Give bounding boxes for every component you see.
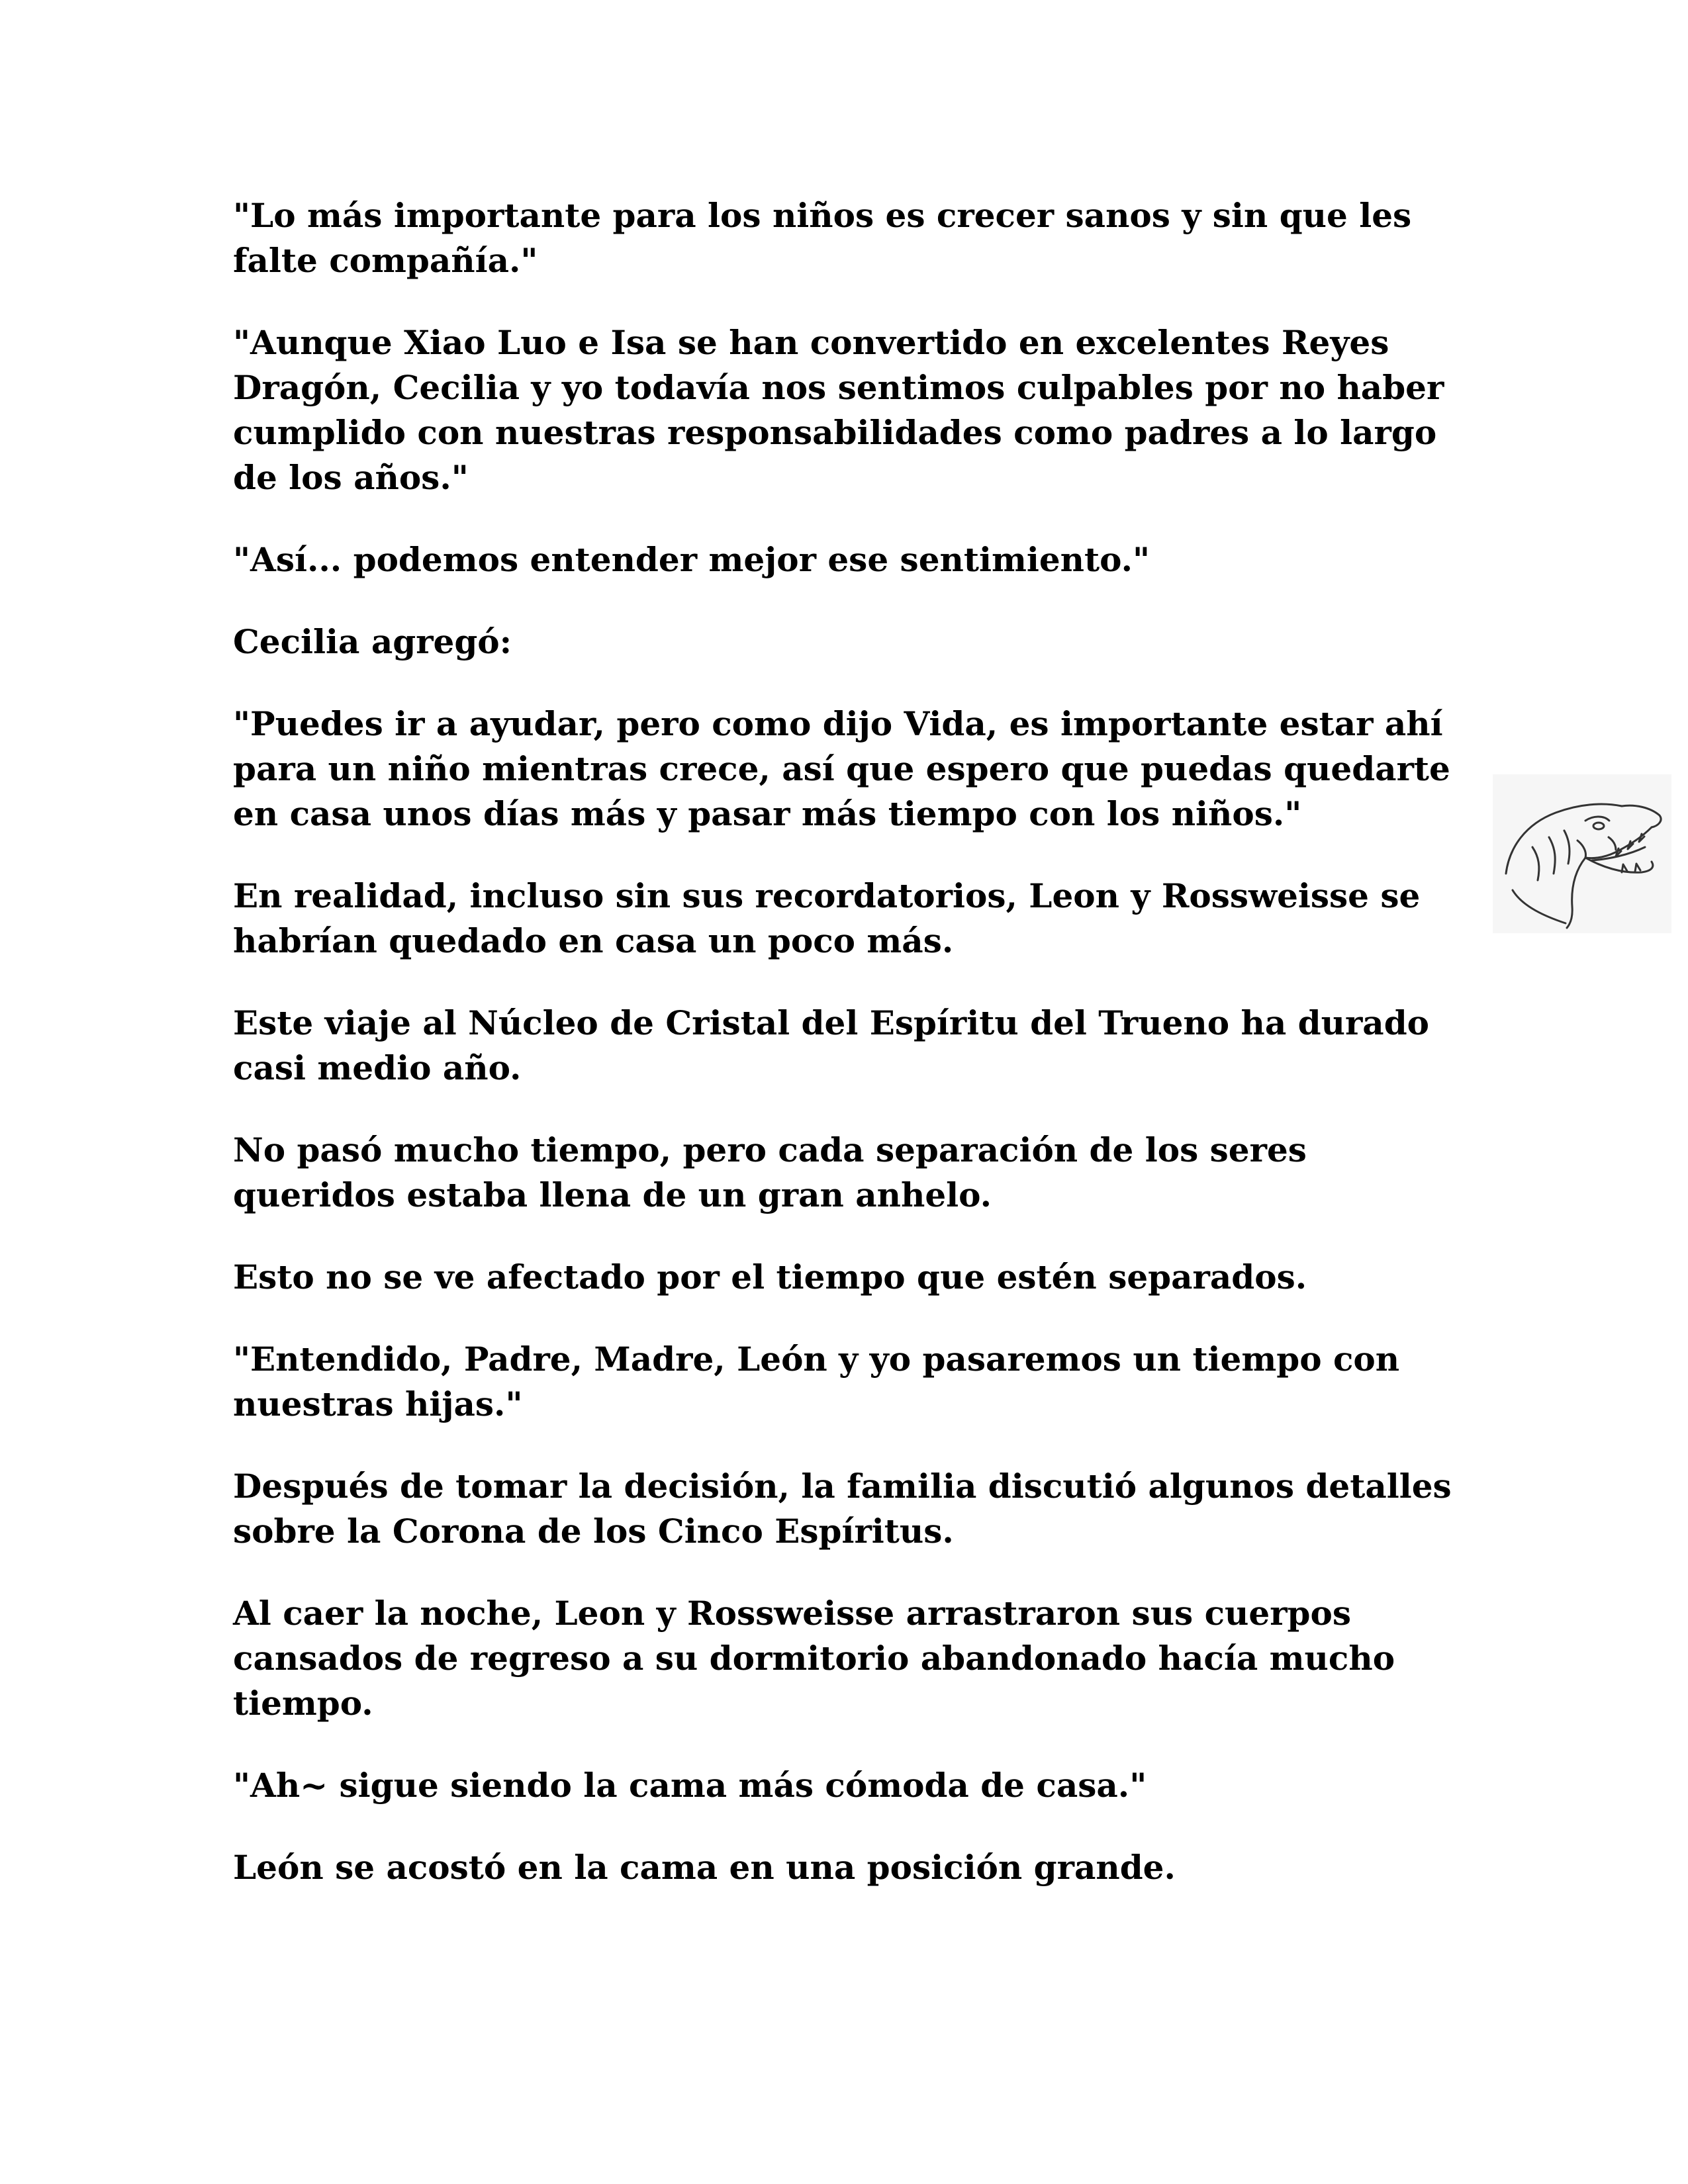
paragraph-2: "Aunque Xiao Luo e Isa se han convertido en excelentes Reyes Dragón, Cecilia y yo todavía nos sentimos culpables por no haber cumplido con nuestras responsabilidades como padres a lo largo de los años." <box>233 323 1444 497</box>
paragraph-6: En realidad, incluso sin sus recordatorios, Leon y Rossweisse se habrían quedado en casa un poco más. <box>233 876 1421 960</box>
paragraph-5: "Puedes ir a ayudar, pero como dijo Vida, es importante estar ahí para un niño mientras crece, así que espero que puedas quedarte en casa unos días más y pasar más tiempo con los niños." <box>233 704 1450 833</box>
dinosaur-head-sketch-icon <box>1493 774 1671 933</box>
paragraph-13: "Ah~ sigue siendo la cama más cómoda de casa." <box>233 1766 1147 1805</box>
paragraph-12: Al caer la noche, Leon y Rossweisse arrastraron sus cuerpos cansados de regreso a su dormitorio abandonado hacía mucho tiempo. <box>233 1594 1395 1723</box>
body-text <box>233 193 1471 1927</box>
paragraph-7: Este viaje al Núcleo de Cristal del Espíritu del Trueno ha durado casi medio año. <box>233 1003 1430 1087</box>
paragraph-9: Esto no se ve afectado por el tiempo que estén separados. <box>233 1257 1307 1297</box>
paragraph-8: No pasó mucho tiempo, pero cada separación de los seres queridos estaba llena de un gran anhelo. <box>233 1130 1307 1214</box>
paragraph-10: "Entendido, Padre, Madre, León y yo pasaremos un tiempo con nuestras hijas." <box>233 1340 1400 1424</box>
paragraph-4: Cecilia agregó: <box>233 622 512 661</box>
paragraph-14: León se acostó en la cama en una posición grande. <box>233 1848 1176 1887</box>
paragraph-11: Después de tomar la decisión, la familia discutió algunos detalles sobre la Corona de los Cinco Espíritus. <box>233 1467 1452 1551</box>
paragraph-3: "Así... podemos entender mejor ese sentimiento." <box>233 540 1150 579</box>
paragraph-1: "Lo más importante para los niños es crecer sanos y sin que les falte compañía." <box>233 196 1412 280</box>
